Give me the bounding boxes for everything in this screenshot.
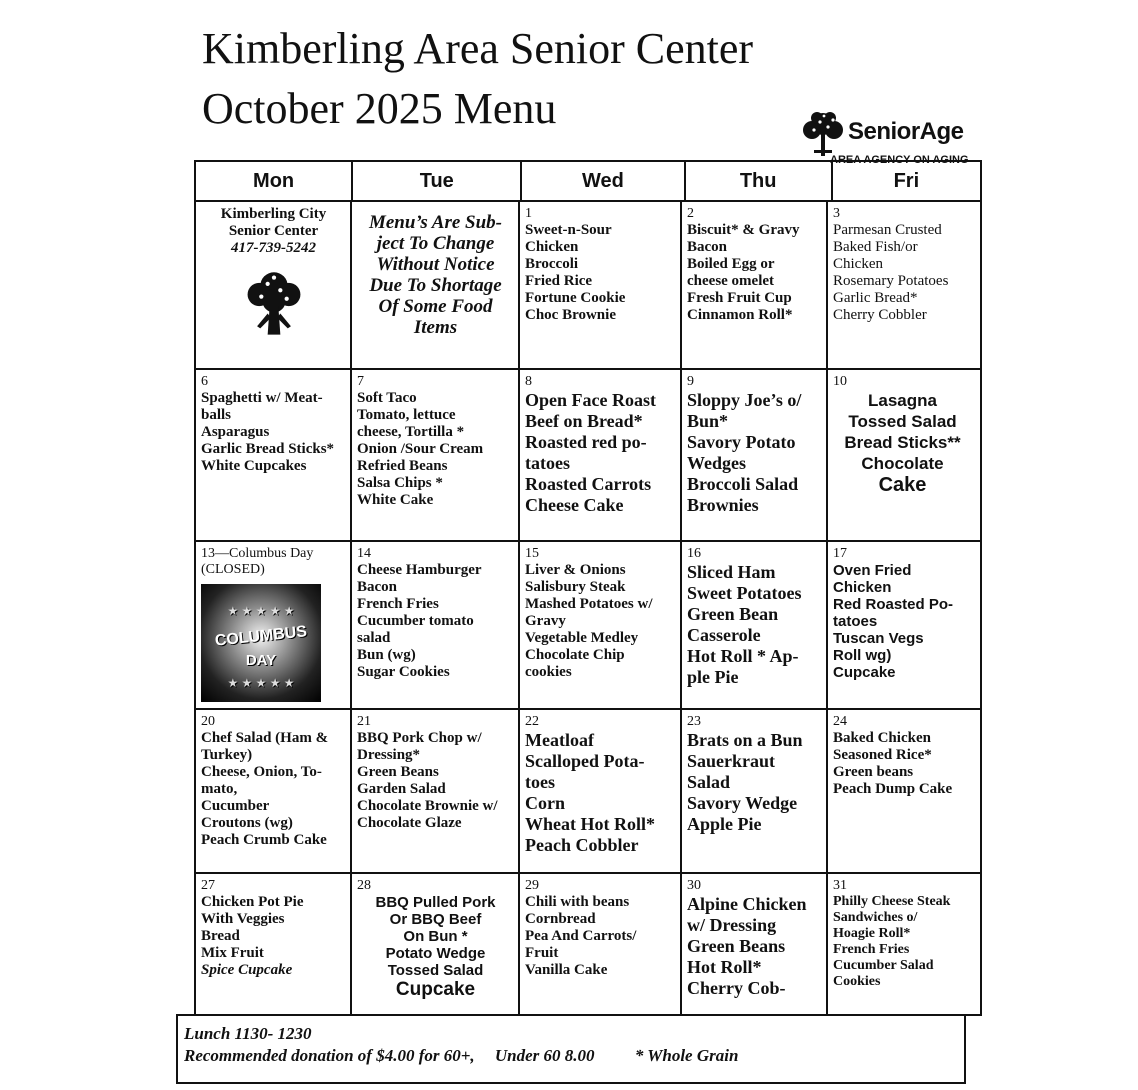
day-number: 6 (201, 374, 208, 389)
menu-item: Cookies (833, 974, 881, 989)
menu-item: Vanilla Cake (525, 962, 608, 978)
menu-item: Wheat Hot Roll* (525, 814, 655, 834)
menu-item: Chef Salad (Ham & (201, 730, 329, 746)
menu-item: Vegetable Medley (525, 630, 639, 646)
menu-item: On Bun * (403, 928, 468, 945)
day-number: 10 (833, 374, 847, 389)
menu-item: Philly Cheese Steak (833, 894, 951, 909)
menu-item: Asparagus (201, 424, 270, 440)
logo-tagline: AREA AGENCY ON AGING (830, 154, 969, 166)
menu-item: Seasoned Rice* (833, 747, 932, 763)
menu-item: Soft Taco (357, 390, 417, 406)
menu-item: Chili with beans (525, 894, 630, 910)
week-row (196, 874, 980, 1016)
menu-item: Cucumber (201, 798, 270, 814)
page-title-line1: Kimberling Area Senior Center (202, 24, 754, 73)
donation-text: Recommended donation of $4.00 for 60+, (184, 1046, 475, 1065)
day-number: 22 (525, 714, 539, 729)
day-number: 14 (357, 546, 371, 561)
menu-item: Tomato, lettuce (357, 407, 456, 423)
week-row (196, 710, 980, 874)
menu-item: Bacon (687, 239, 728, 255)
day-number: 2 (687, 206, 694, 221)
menu-item: Fried Rice (525, 273, 593, 289)
day-number: 20 (201, 714, 215, 729)
menu-item: ple Pie (687, 667, 739, 687)
menu-item: White Cake (357, 492, 434, 508)
menu-item: Roll wg) (833, 647, 892, 664)
header-mon: Mon (196, 162, 353, 200)
menu-item: BBQ Pork Chop w/ (357, 730, 482, 746)
header-thu: Thu (686, 162, 833, 200)
notice-cell (352, 202, 520, 368)
venue-cell (196, 202, 352, 368)
menu-item: Salisbury Steak (525, 579, 626, 595)
lunch-hours: Lunch 1130- 1230 (184, 1024, 312, 1043)
menu-item: Corn (525, 793, 565, 813)
day-cell (682, 542, 828, 708)
notice-line: Due To Shortage (369, 275, 502, 296)
venue-name (201, 206, 346, 257)
columbus-day-image (201, 584, 321, 702)
menu-item: Cherry Cob- (687, 978, 786, 998)
menu-item: Apple Pie (687, 814, 762, 834)
menu-item: Parmesan Crusted (833, 222, 942, 238)
header-fri: Fri (893, 170, 920, 192)
menu-item: Bun* (687, 411, 729, 431)
menu-item: Choc Brownie (525, 307, 616, 323)
menu-item: Cheese, Onion, To- (201, 764, 322, 780)
day-cell (196, 710, 352, 872)
day-cell (520, 542, 682, 708)
menu-item: Boiled Egg or (687, 256, 775, 272)
menu-item: Gravy (525, 613, 566, 629)
logo-brand: SeniorAge (848, 118, 964, 145)
day-number: 9 (687, 374, 694, 389)
notice-line: Menu’s Are Sub- (368, 212, 503, 233)
menu-item: Fresh Fruit Cup (687, 290, 792, 306)
menu-item: cookies (525, 664, 572, 680)
menu-item: Pea And Carrots/ (525, 928, 637, 944)
menu-item: Bread Sticks** (844, 433, 961, 452)
menu-item: Red Roasted Po- (833, 596, 954, 613)
menu-item: Cake (878, 474, 927, 496)
under-60-price: Under 60 8.00 (494, 1046, 595, 1065)
day-number: 8 (525, 374, 532, 389)
day-number: 27 (201, 878, 215, 893)
menu-item: Chocolate (861, 454, 944, 473)
menu-item: Salad (687, 772, 731, 792)
day-cell (520, 874, 682, 1014)
menu-item: French Fries (357, 596, 439, 612)
menu-item: Chicken (525, 239, 579, 255)
menu-item: Potato Wedge (385, 945, 486, 962)
week-row (196, 542, 980, 710)
menu-item: Sauerkraut (687, 751, 776, 771)
menu-item: Turkey) (201, 747, 253, 763)
menu-item: Beef on Bread* (525, 411, 643, 431)
stars-top: ★ ★ ★ ★ ★ (227, 604, 295, 618)
menu-item: Wedges (687, 453, 747, 473)
menu-item: Chocolate Glaze (357, 815, 462, 831)
day-cell (828, 710, 976, 872)
day-cell (682, 710, 828, 872)
day-number: 23 (687, 714, 701, 729)
menu-item: Baked Chicken (833, 730, 931, 746)
menu-item: Cucumber Salad (833, 958, 934, 973)
menu-item: Hoagie Roll* (833, 926, 911, 941)
menu-item: Green Beans (357, 764, 439, 780)
donation-line (184, 1046, 754, 1066)
menu-item: Roasted red po- (525, 432, 647, 452)
menu-item: Cinnamon Roll* (687, 307, 793, 323)
day-cell (828, 202, 976, 368)
closed-label: (CLOSED) (201, 562, 265, 577)
menu-item: Cucumber tomato (357, 613, 474, 629)
day-number: 1 (525, 206, 532, 221)
menu-item: Bacon (357, 579, 398, 595)
day-number: 13—Columbus Day (201, 546, 314, 561)
menu-item: Alpine Chicken (687, 894, 807, 914)
menu-item: Bun (wg) (357, 647, 416, 663)
menu-item: Or BBQ Beef (389, 911, 482, 928)
menu-item: Tuscan Vegs (833, 630, 924, 647)
menu-item: cheese omelet (687, 273, 775, 289)
menu-item: Chocolate Chip (525, 647, 625, 663)
day-number: 31 (833, 878, 847, 893)
columbus-banner-text: COLUMBUS (214, 623, 308, 650)
holiday-cell (196, 542, 352, 708)
header-wed: Wed (522, 162, 685, 200)
menu-item: Cupcake (833, 664, 896, 681)
menu-item: Sliced Ham (687, 562, 776, 582)
footer-box (176, 1014, 966, 1084)
menu-item: Open Face Roast (525, 390, 656, 410)
day-number: 29 (525, 878, 539, 893)
notice-line: Of Some Food (378, 296, 493, 317)
menu-item: w/ Dressing (687, 915, 777, 935)
day-cell (352, 370, 520, 540)
menu-item: White Cupcakes (201, 458, 307, 474)
menu-item: Cheese Cake (525, 495, 624, 515)
menu-item: Sloppy Joe’s o/ (687, 390, 802, 410)
menu-item: Chicken (833, 579, 892, 596)
menu-item: Green Bean (687, 604, 779, 624)
day-number: 16 (687, 546, 701, 561)
menu-calendar (194, 160, 982, 1016)
menu-item: Salsa Chips * (357, 475, 443, 491)
day-number: 21 (357, 714, 371, 729)
menu-item: Cheese Hamburger (357, 562, 482, 578)
menu-item: Savory Potato (687, 432, 796, 452)
menu-item: Sweet Potatoes (687, 583, 802, 603)
menu-item: Broccoli Salad (687, 474, 799, 494)
menu-item: Roasted Carrots (525, 474, 652, 494)
day-number: 3 (833, 206, 840, 221)
menu-change-notice (357, 206, 514, 338)
menu-item: With Veggies (201, 911, 285, 927)
page-title-line2: October 2025 Menu (202, 84, 557, 133)
day-cell (196, 370, 352, 540)
menu-item: Onion /Sour Cream (357, 441, 484, 457)
venue-line: Kimberling City (220, 206, 327, 222)
menu-item: Cornbread (525, 911, 596, 927)
week-row (196, 202, 980, 370)
day-header-row (196, 162, 980, 202)
menu-item: Dressing* (357, 747, 421, 763)
day-number: 7 (357, 374, 364, 389)
menu-item: BBQ Pulled Pork (375, 894, 496, 911)
menu-item: Peach Dump Cake (833, 781, 953, 797)
menu-item: Sugar Cookies (357, 664, 450, 680)
tree-icon (242, 267, 306, 341)
day-banner-text: DAY (245, 652, 277, 669)
menu-item: Hot Roll * Ap- (687, 646, 799, 666)
whole-grain-note: * Whole Grain (634, 1046, 739, 1065)
menu-item: Hot Roll* (687, 957, 762, 977)
menu-item: Casserole (687, 625, 761, 645)
menu-item: Garlic Bread* (833, 290, 918, 306)
menu-item: salad (357, 630, 391, 646)
menu-item: Sweet-n-Sour (525, 222, 612, 238)
day-cell (828, 370, 976, 540)
menu-item: Baked Fish/or (833, 239, 918, 255)
day-cell (520, 202, 682, 368)
menu-item: Brats on a Bun (687, 730, 803, 750)
menu-item: Sandwiches o/ (833, 910, 918, 925)
day-cell (196, 874, 352, 1014)
notice-line: ject To Change (376, 233, 495, 254)
menu-item: Green beans (833, 764, 914, 780)
day-number: 30 (687, 878, 701, 893)
day-cell (520, 370, 682, 540)
day-number: 17 (833, 546, 847, 561)
menu-item: toes (525, 772, 555, 792)
menu-item: Chicken (833, 256, 883, 272)
menu-item: Refried Beans (357, 458, 448, 474)
day-cell (828, 874, 976, 1014)
menu-item: Peach Crumb Cake (201, 832, 327, 848)
stars-bottom: ★ ★ ★ ★ ★ (227, 676, 295, 690)
menu-item: Oven Fried (833, 562, 912, 579)
day-cell (352, 874, 520, 1014)
menu-item: Mix Fruit (201, 945, 264, 961)
menu-item: Spaghetti w/ Meat- (201, 390, 323, 406)
menu-item: Rosemary Potatoes (833, 273, 949, 289)
menu-item: Croutons (wg) (201, 815, 293, 831)
menu-item: Tossed Salad (387, 962, 484, 979)
menu-item: Brownies (687, 495, 759, 515)
menu-item: Garlic Bread Sticks* (201, 441, 335, 457)
menu-item: Spice Cupcake (201, 962, 293, 978)
menu-item: Scalloped Pota- (525, 751, 645, 771)
menu-item: Lasagna (868, 391, 937, 410)
day-cell (682, 202, 828, 368)
day-number: 28 (357, 878, 371, 893)
venue-phone: 417-739-5242 (231, 240, 316, 256)
menu-item: mato, (201, 781, 238, 797)
menu-item: tatoes (833, 613, 878, 630)
menu-item: cheese, Tortilla * (357, 424, 465, 440)
menu-item: tatoes (525, 453, 570, 473)
menu-item: Fortune Cookie (525, 290, 626, 306)
menu-item: Broccoli (525, 256, 579, 272)
day-cell (520, 710, 682, 872)
menu-item: Tossed Salad (848, 412, 957, 431)
venue-line: Senior Center (228, 223, 319, 239)
menu-item: balls (201, 407, 232, 423)
menu-item: Cherry Cobbler (833, 307, 927, 323)
menu-item: Savory Wedge (687, 793, 798, 813)
week-row (196, 370, 980, 542)
menu-item: Chicken Pot Pie (201, 894, 304, 910)
menu-item: French Fries (833, 942, 910, 957)
menu-item: Cupcake (395, 979, 476, 1000)
menu-item: Biscuit* & Gravy (687, 222, 800, 238)
day-cell (828, 542, 976, 708)
day-cell (352, 542, 520, 708)
notice-line: Without Notice (376, 254, 495, 275)
menu-item: Fruit (525, 945, 559, 961)
menu-item: Bread (201, 928, 240, 944)
menu-item: Chocolate Brownie w/ (357, 798, 498, 814)
menu-item: Peach Cobbler (525, 835, 639, 855)
day-number: 24 (833, 714, 847, 729)
day-cell (682, 370, 828, 540)
day-cell (682, 874, 828, 1014)
menu-item: Garden Salad (357, 781, 446, 797)
tree-icon (800, 110, 846, 160)
header-tue: Tue (353, 162, 522, 200)
menu-item: Meatloaf (525, 730, 594, 750)
day-cell (352, 710, 520, 872)
menu-item: Liver & Onions (525, 562, 626, 578)
day-number: 15 (525, 546, 539, 561)
notice-line: Items (413, 317, 458, 338)
menu-item: Mashed Potatoes w/ (525, 596, 653, 612)
menu-item: Green Beans (687, 936, 786, 956)
